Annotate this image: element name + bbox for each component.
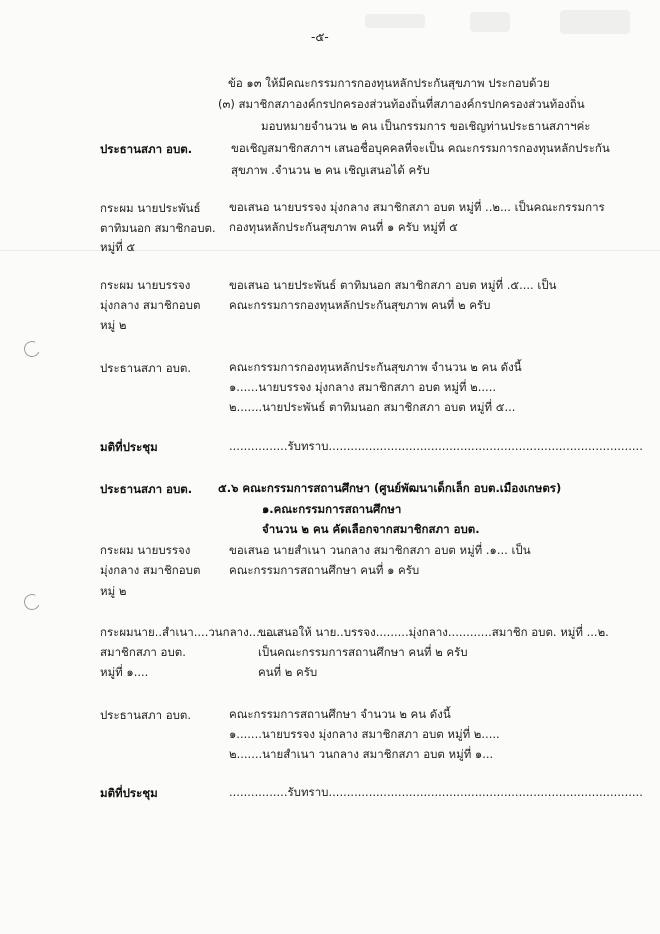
speaker-label: กระผม นายบรรจง <box>100 543 191 557</box>
speaker-label: ประธานสภา อบต. <box>100 142 193 156</box>
speaker-label: หมู่ที่ ๑.... <box>100 665 149 679</box>
page-number: -๕- <box>311 30 329 44</box>
statement-line: ขอเสนอ นายบรรจง มุ่งกลาง สมาชิกสภา อบต หมู่ที่ ..๒... เป็นคณะกรรมการ <box>229 200 605 214</box>
section-subheading: ๑.คณะกรรมการสถานศึกษา <box>262 502 402 516</box>
speaker-label: ประธานสภา อบต. <box>100 482 193 496</box>
resolution-label: มติที่ประชุม <box>100 440 158 454</box>
bleed-through-mark <box>470 12 510 32</box>
statement-line: ขอเชิญสมาชิกสภาฯ เสนอชื่อบุคคลที่จะเป็น คณะกรรมการกองทุนหลักประกัน <box>231 141 610 155</box>
resolution-text: ................รับทราบ...................................................................................... <box>229 439 643 453</box>
statement-line: กองทุนหลักประกันสุขภาพ คนที่ ๑ ครับ หมู่ที่ ๕ <box>229 220 458 234</box>
speaker-label: ตาทิมนอก สมาชิกอบต. <box>100 221 216 235</box>
section-subheading: จำนวน ๒ คน คัดเลือกจากสมาชิกสภา อบต. <box>262 522 480 536</box>
statement-line: ๒.......นายสำเนา วนกลาง สมาชิกสภา อบต หมู่ที่ ๑... <box>229 747 494 761</box>
speaker-label: กระผม นายประพันธ์ <box>100 201 201 215</box>
statement-line: ขอเสนอ นายสำเนา วนกลาง สมาชิกสภา อบต หมู่ที่ .๑... เป็น <box>229 543 531 557</box>
bleed-through-mark <box>365 14 425 28</box>
statement-line: เป็นคณะกรรมการสถานศึกษา คนที่ ๒ ครับ <box>258 645 468 659</box>
speaker-label: มุ่งกลาง สมาชิกอบต <box>100 298 201 312</box>
speaker-label: หมู่ ๒ <box>100 318 127 332</box>
statement-line: คณะกรรมการกองทุนหลักประกันสุขภาพ คนที่ ๒ ครับ <box>229 298 491 312</box>
intro-line: (๓) สมาชิกสภาองค์กรปกครองส่วนท้องถิ่นที่สภาองค์กรปกครองส่วนท้องถิ่น <box>218 97 585 111</box>
statement-line: ขอเสนอให้ นาย..บรรจง.........มุ่งกลาง............สมาชิก อบต. หมู่ที่ ...๒. <box>258 625 609 639</box>
statement-line: ๒.......นายประพันธ์ ตาทิมนอก สมาชิกสภา อบต หมู่ที่ ๕... <box>229 400 516 414</box>
speaker-label: สมาชิกสภา อบต. <box>100 645 186 659</box>
speaker-label: กระผม นายบรรจง <box>100 278 191 292</box>
statement-line: คณะกรรมการสถานศึกษา คนที่ ๑ ครับ <box>229 563 420 577</box>
fold-line <box>0 250 660 251</box>
statement-line: ๑......นายบรรจง มุ่งกลาง สมาชิกสภา อบต หมู่ที่ ๒..... <box>229 380 497 394</box>
bleed-through-mark <box>560 10 630 34</box>
punch-hole-icon <box>22 592 43 613</box>
statement-line: คณะกรรมการสถานศึกษา จำนวน ๒ คน ดังนี้ <box>229 707 451 721</box>
speaker-label: หมู่ ๒ <box>100 584 127 598</box>
resolution-label: มติที่ประชุม <box>100 786 158 800</box>
speaker-label: มุ่งกลาง สมาชิกอบต <box>100 563 201 577</box>
section-heading: ๕.๖ คณะกรรมการสถานศึกษา (ศูนย์พัฒนาเด็กเล็ก อบต.เมืองเกษตร) <box>218 481 562 495</box>
statement-line: คณะกรรมการกองทุนหลักประกันสุขภาพ จำนวน ๒ คน ดังนี้ <box>229 360 522 374</box>
punch-hole-icon <box>22 339 43 360</box>
speaker-label: กระผมนาย..สำเนา....วนกลาง......... <box>100 625 282 639</box>
speaker-label: หมู่ที่ ๕ <box>100 240 136 254</box>
statement-line: ๑.......นายบรรจง มุ่งกลาง สมาชิกสภา อบต หมู่ที่ ๒..... <box>229 727 500 741</box>
resolution-text: ................รับทราบ...................................................................................... <box>229 785 643 799</box>
intro-line: มอบหมายจำนวน ๒ คน เป็นกรรมการ ขอเชิญท่านประธานสภาฯค่ะ <box>261 119 591 133</box>
statement-line: คนที่ ๒ ครับ <box>258 665 318 679</box>
intro-line: ข้อ ๑๓ ให้มีคณะกรรมการกองทุนหลักประกันสุขภาพ ประกอบด้วย <box>228 76 550 90</box>
statement-line: สุขภาพ .จำนวน ๒ คน เชิญเสนอได้ ครับ <box>231 163 430 177</box>
speaker-label: ประธานสภา อบต. <box>100 708 192 722</box>
speaker-label: ประธานสภา อบต. <box>100 361 192 375</box>
statement-line: ขอเสนอ นายประพันธ์ ตาทิมนอก สมาชิกสภา อบต หมู่ที่ .๕.... เป็น <box>229 278 557 292</box>
